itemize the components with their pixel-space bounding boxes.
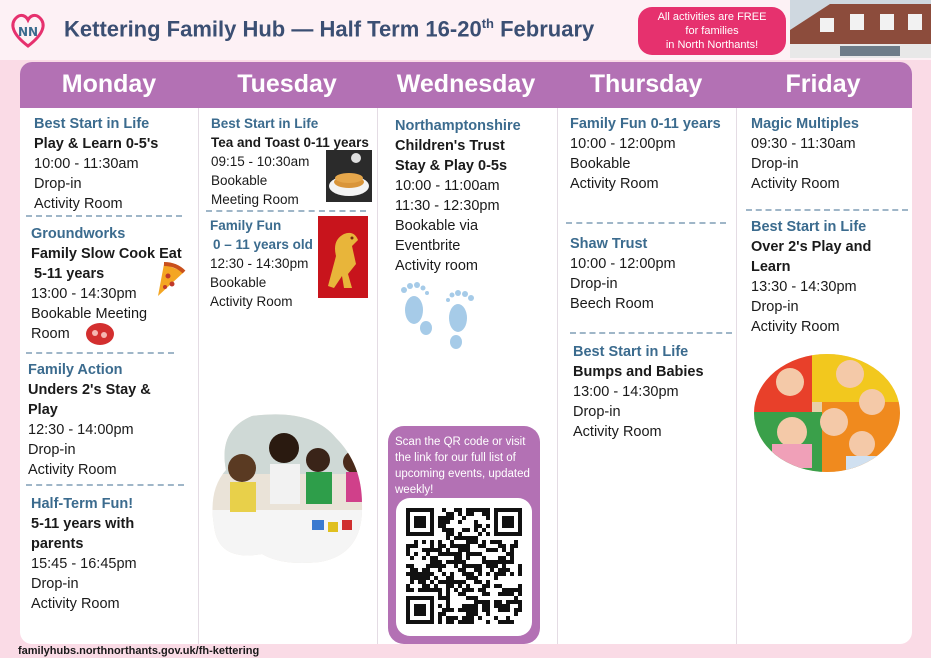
title-sup: th (481, 16, 494, 31)
event-org: Best Start in Life (34, 116, 150, 132)
title-main: Kettering Family Hub — Half Term 16-20 (64, 16, 482, 42)
event-title-cont: Stay & Play 0-5s (395, 158, 508, 174)
monday-event-half-term-fun (31, 494, 137, 614)
event-age: 0 – 11 years old (213, 237, 313, 252)
divider-dashed (570, 332, 732, 334)
event-time: 12:30 - 14:00pm (28, 422, 134, 438)
friday-event-magic-multiples (751, 114, 859, 194)
event-org: Best Start in Life (573, 344, 689, 360)
event-time: 15:45 - 16:45pm (31, 556, 137, 572)
event-title: 5-11 years with (31, 516, 135, 532)
event-title: Family Slow Cook Eat (31, 246, 182, 262)
pizza-icon (154, 262, 186, 298)
page-title (64, 16, 594, 42)
timetable-panel (20, 62, 912, 644)
day-thursday: Thursday (589, 70, 703, 98)
event-room: Activity Room (31, 596, 120, 612)
babies-playing-photo (752, 352, 902, 474)
event-room: Activity Room (751, 319, 840, 335)
thursday-event-bumps-babies (573, 342, 704, 442)
event-room: Room (31, 326, 70, 342)
divider-dashed (746, 209, 908, 211)
event-title: Bumps and Babies (573, 364, 704, 380)
event-age: 5-11 years (34, 266, 105, 282)
event-room: Activity Room (28, 462, 117, 478)
wednesday-event-stay-play (395, 116, 521, 276)
qr-code-card (388, 426, 540, 644)
event-org: Family Action (28, 362, 123, 378)
event-room: Activity room (395, 258, 478, 274)
event-time: 09:30 - 11:30am (751, 136, 856, 152)
free-activities-badge (638, 7, 786, 55)
free-line-3: in North Northants! (665, 39, 759, 51)
event-title-cont: parents (31, 536, 84, 552)
event-time: 10:00 - 11:00am (395, 178, 500, 194)
qr-code-frame[interactable] (396, 498, 532, 636)
divider-dashed (26, 215, 182, 217)
monday-event-under-2s (28, 360, 151, 480)
day-header-bar (20, 62, 912, 108)
logo-text: NN (17, 25, 39, 39)
event-time: 13:00 - 14:30pm (573, 384, 679, 400)
divider-dashed (26, 352, 174, 354)
event-title: Tea and Toast 0-11 years (211, 135, 369, 150)
event-room: Meeting Room (211, 192, 299, 207)
event-booking-cont: Eventbrite (395, 238, 461, 254)
baby-footprints-icon (396, 282, 482, 354)
event-org: Best Start in Life (211, 116, 319, 131)
thursday-event-shaw-trust (570, 234, 676, 314)
tomato-icon (84, 320, 116, 346)
divider-dashed (26, 484, 184, 486)
event-booking: Bookable (211, 173, 268, 188)
column-divider (377, 108, 378, 644)
event-title: Children's Trust (395, 138, 505, 154)
event-booking: Bookable Meeting (31, 306, 148, 322)
day-monday: Monday (61, 70, 157, 98)
event-time: 11:30 - 12:30pm (395, 198, 500, 214)
event-org: Northamptonshire (395, 118, 521, 134)
column-divider (557, 108, 558, 644)
event-time: 13:30 - 14:30pm (751, 279, 857, 295)
pancakes-photo (326, 150, 372, 202)
event-room: Activity Room (570, 176, 659, 192)
family-hub-logo-icon (8, 10, 48, 50)
day-wednesday: Wednesday (396, 70, 536, 98)
event-booking: Drop-in (570, 276, 618, 292)
monday-event-play-learn (34, 114, 158, 214)
event-booking: Bookable via (395, 218, 479, 234)
event-time: 12:30 - 14:30pm (210, 256, 309, 271)
tuesday-event-family-fun (210, 216, 313, 311)
column-divider (736, 108, 737, 644)
event-booking: Drop-in (751, 299, 799, 315)
event-booking: Drop-in (31, 576, 79, 592)
title-end: February (493, 16, 595, 42)
footer-website-link[interactable]: familyhubs.northnorthants.gov.uk/fh-kettering (18, 645, 260, 657)
event-time: 09:15 - 10:30am (211, 154, 310, 169)
day-tuesday: Tuesday (237, 70, 337, 98)
divider-dashed (566, 222, 726, 224)
qr-code-icon[interactable] (406, 508, 522, 624)
event-org: Best Start in Life (751, 219, 867, 235)
event-time: 10:00 - 12:00pm (570, 256, 676, 272)
event-title-cont: Learn (751, 259, 791, 275)
event-org: Family Fun 0-11 years (570, 116, 721, 132)
event-booking: Drop-in (751, 156, 799, 172)
event-booking: Bookable (570, 156, 631, 172)
event-room: Beech Room (570, 296, 654, 312)
event-room: Activity Room (210, 294, 293, 309)
event-org: Shaw Trust (570, 236, 648, 252)
event-time: 10:00 - 12:00pm (570, 136, 676, 152)
event-org: Magic Multiples (751, 116, 859, 132)
family-hub-building-photo (790, 0, 931, 58)
event-time: 10:00 - 11:30am (34, 156, 139, 172)
children-painting-photo (212, 414, 364, 564)
thursday-event-family-fun (570, 114, 721, 194)
free-line-2: for families (685, 25, 739, 37)
header (0, 0, 931, 60)
event-org: Family Fun (210, 218, 282, 233)
event-org: Half-Term Fun! (31, 496, 134, 512)
event-booking: Drop-in (34, 176, 82, 192)
event-booking: Bookable (210, 275, 267, 290)
event-booking: Drop-in (28, 442, 76, 458)
event-org: Groundworks (31, 226, 126, 242)
event-title: Play & Learn 0-5's (34, 136, 159, 152)
chinese-new-year-horse-photo (318, 216, 368, 298)
event-title: Over 2's Play and (751, 239, 872, 255)
day-friday: Friday (785, 70, 861, 98)
event-room: Activity Room (573, 424, 662, 440)
event-room: Activity Room (34, 196, 123, 212)
event-time: 13:00 - 14:30pm (31, 286, 137, 302)
event-booking: Drop-in (573, 404, 621, 420)
event-title: Unders 2's Stay & (28, 382, 151, 398)
free-line-1: All activities are FREE (657, 11, 767, 23)
event-room: Activity Room (751, 176, 840, 192)
event-title-cont: Play (28, 402, 58, 418)
friday-event-play-learn (751, 217, 871, 337)
qr-instructions: Scan the QR code or visit the link for our full list of upcoming events, updated weekly! (395, 436, 530, 496)
column-divider (198, 108, 199, 644)
divider-dashed (206, 210, 366, 212)
